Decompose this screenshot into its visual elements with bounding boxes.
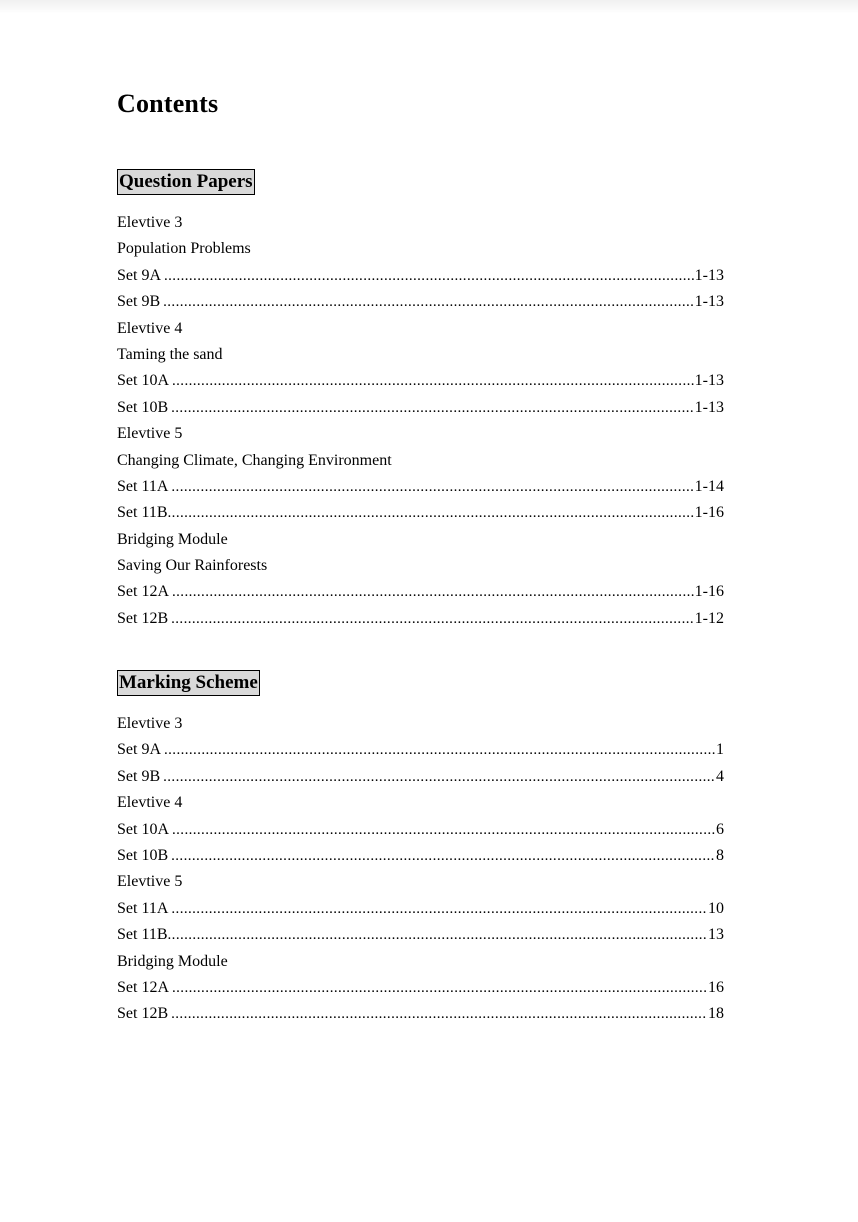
toc-entry[interactable] (117, 764, 724, 790)
toc-entry-page: 1-13 (694, 293, 724, 311)
toc-group-heading: Bridging Module (117, 530, 228, 548)
dot-leader (171, 896, 707, 922)
toc-entry-label: Set 12A (117, 978, 169, 996)
dot-leader (171, 474, 693, 500)
section-marking-scheme (117, 670, 724, 1028)
toc-entry-page: 1-13 (694, 266, 724, 284)
toc-entry-page: 10 (708, 899, 724, 917)
toc-group-heading: Taming the sand (117, 345, 223, 363)
section-heading: Marking Scheme (117, 670, 260, 696)
dot-leader (172, 817, 715, 843)
dot-leader (163, 764, 715, 790)
toc-entry-page: 1-13 (694, 372, 724, 390)
toc-entry-page: 6 (716, 820, 724, 838)
toc-entry[interactable] (117, 395, 724, 421)
toc-entry-page: 4 (716, 767, 724, 785)
toc-entry-label: Set 11B (117, 504, 168, 522)
toc-group-heading: Changing Climate, Changing Environment (117, 451, 392, 469)
toc-group-heading: Elevtive 3 (117, 214, 183, 231)
toc-entry-page: 18 (708, 1005, 724, 1023)
section-question-papers (117, 169, 724, 632)
toc-entry-page: 13 (708, 926, 724, 944)
toc-entry-label: Set 10B (117, 398, 169, 416)
toc-entries (117, 711, 724, 1028)
viewer-top-shadow (0, 0, 858, 14)
toc-entry-label: Set 12A (117, 583, 169, 601)
dot-leader (172, 975, 707, 1001)
toc-entry-label: Set 10A (117, 372, 169, 390)
dot-leader (171, 1001, 707, 1027)
toc-entry[interactable] (117, 500, 724, 526)
toc-group-heading: Elevtive 3 (117, 715, 183, 732)
toc-entries (117, 210, 724, 632)
toc-entry-label: Set 9B (117, 293, 161, 311)
dot-leader (168, 922, 707, 948)
toc-entry-label: Set 11B (117, 926, 168, 944)
dot-leader (171, 606, 694, 632)
toc-entry[interactable] (117, 896, 724, 922)
toc-entry[interactable] (117, 737, 724, 763)
toc-entry-page: 1-13 (694, 398, 724, 416)
toc-entry[interactable] (117, 263, 724, 289)
toc-entry-page: 1-12 (694, 609, 724, 627)
toc-group-heading: Elevtive 5 (117, 873, 183, 891)
toc-entry[interactable] (117, 474, 724, 500)
toc-group-heading: Population Problems (117, 240, 251, 258)
toc-entry-page: 1-14 (694, 477, 724, 495)
toc-group-heading: Elevtive 4 (117, 319, 183, 337)
dot-leader (171, 395, 694, 421)
toc-entry[interactable] (117, 975, 724, 1001)
toc-entry-label: Set 9B (117, 767, 161, 785)
toc-entry[interactable] (117, 368, 724, 394)
toc-entry[interactable] (117, 843, 724, 869)
toc-entry[interactable] (117, 817, 724, 843)
toc-group-heading: Saving Our Rainforests (117, 557, 268, 575)
page-title: Contents (117, 89, 219, 118)
toc-entry-page: 8 (716, 846, 724, 864)
toc-group-heading: Elevtive 4 (117, 794, 183, 812)
toc-entry-label: Set 11A (117, 477, 169, 495)
toc-entry-label: Set 12B (117, 609, 169, 627)
dot-leader (168, 500, 694, 526)
toc-entry-label: Set 9A (117, 266, 161, 284)
toc-entry-label: Set 10B (117, 846, 169, 864)
toc-entry[interactable] (117, 579, 724, 605)
toc-entry[interactable] (117, 289, 724, 315)
dot-leader (172, 579, 694, 605)
toc-entry-label: Set 10A (117, 820, 169, 838)
toc-entry[interactable] (117, 1001, 724, 1027)
dot-leader (163, 289, 694, 315)
toc-entry-page: 1-16 (694, 504, 724, 522)
toc-entry[interactable] (117, 922, 724, 948)
toc-entry-page: 16 (708, 978, 724, 996)
toc-entry[interactable] (117, 606, 724, 632)
toc-entry-label: Set 11A (117, 899, 169, 917)
toc-group-heading: Bridging Module (117, 952, 228, 970)
dot-leader (172, 368, 694, 394)
toc-entry-label: Set 12B (117, 1005, 169, 1023)
dot-leader (164, 263, 694, 289)
toc-entry-label: Set 9A (117, 741, 161, 759)
section-heading: Question Papers (117, 169, 255, 195)
dot-leader (171, 843, 715, 869)
dot-leader (164, 737, 715, 763)
toc-group-heading: Elevtive 5 (117, 425, 183, 443)
toc-entry-page: 1 (716, 741, 724, 759)
toc-entry-page: 1-16 (694, 583, 724, 601)
